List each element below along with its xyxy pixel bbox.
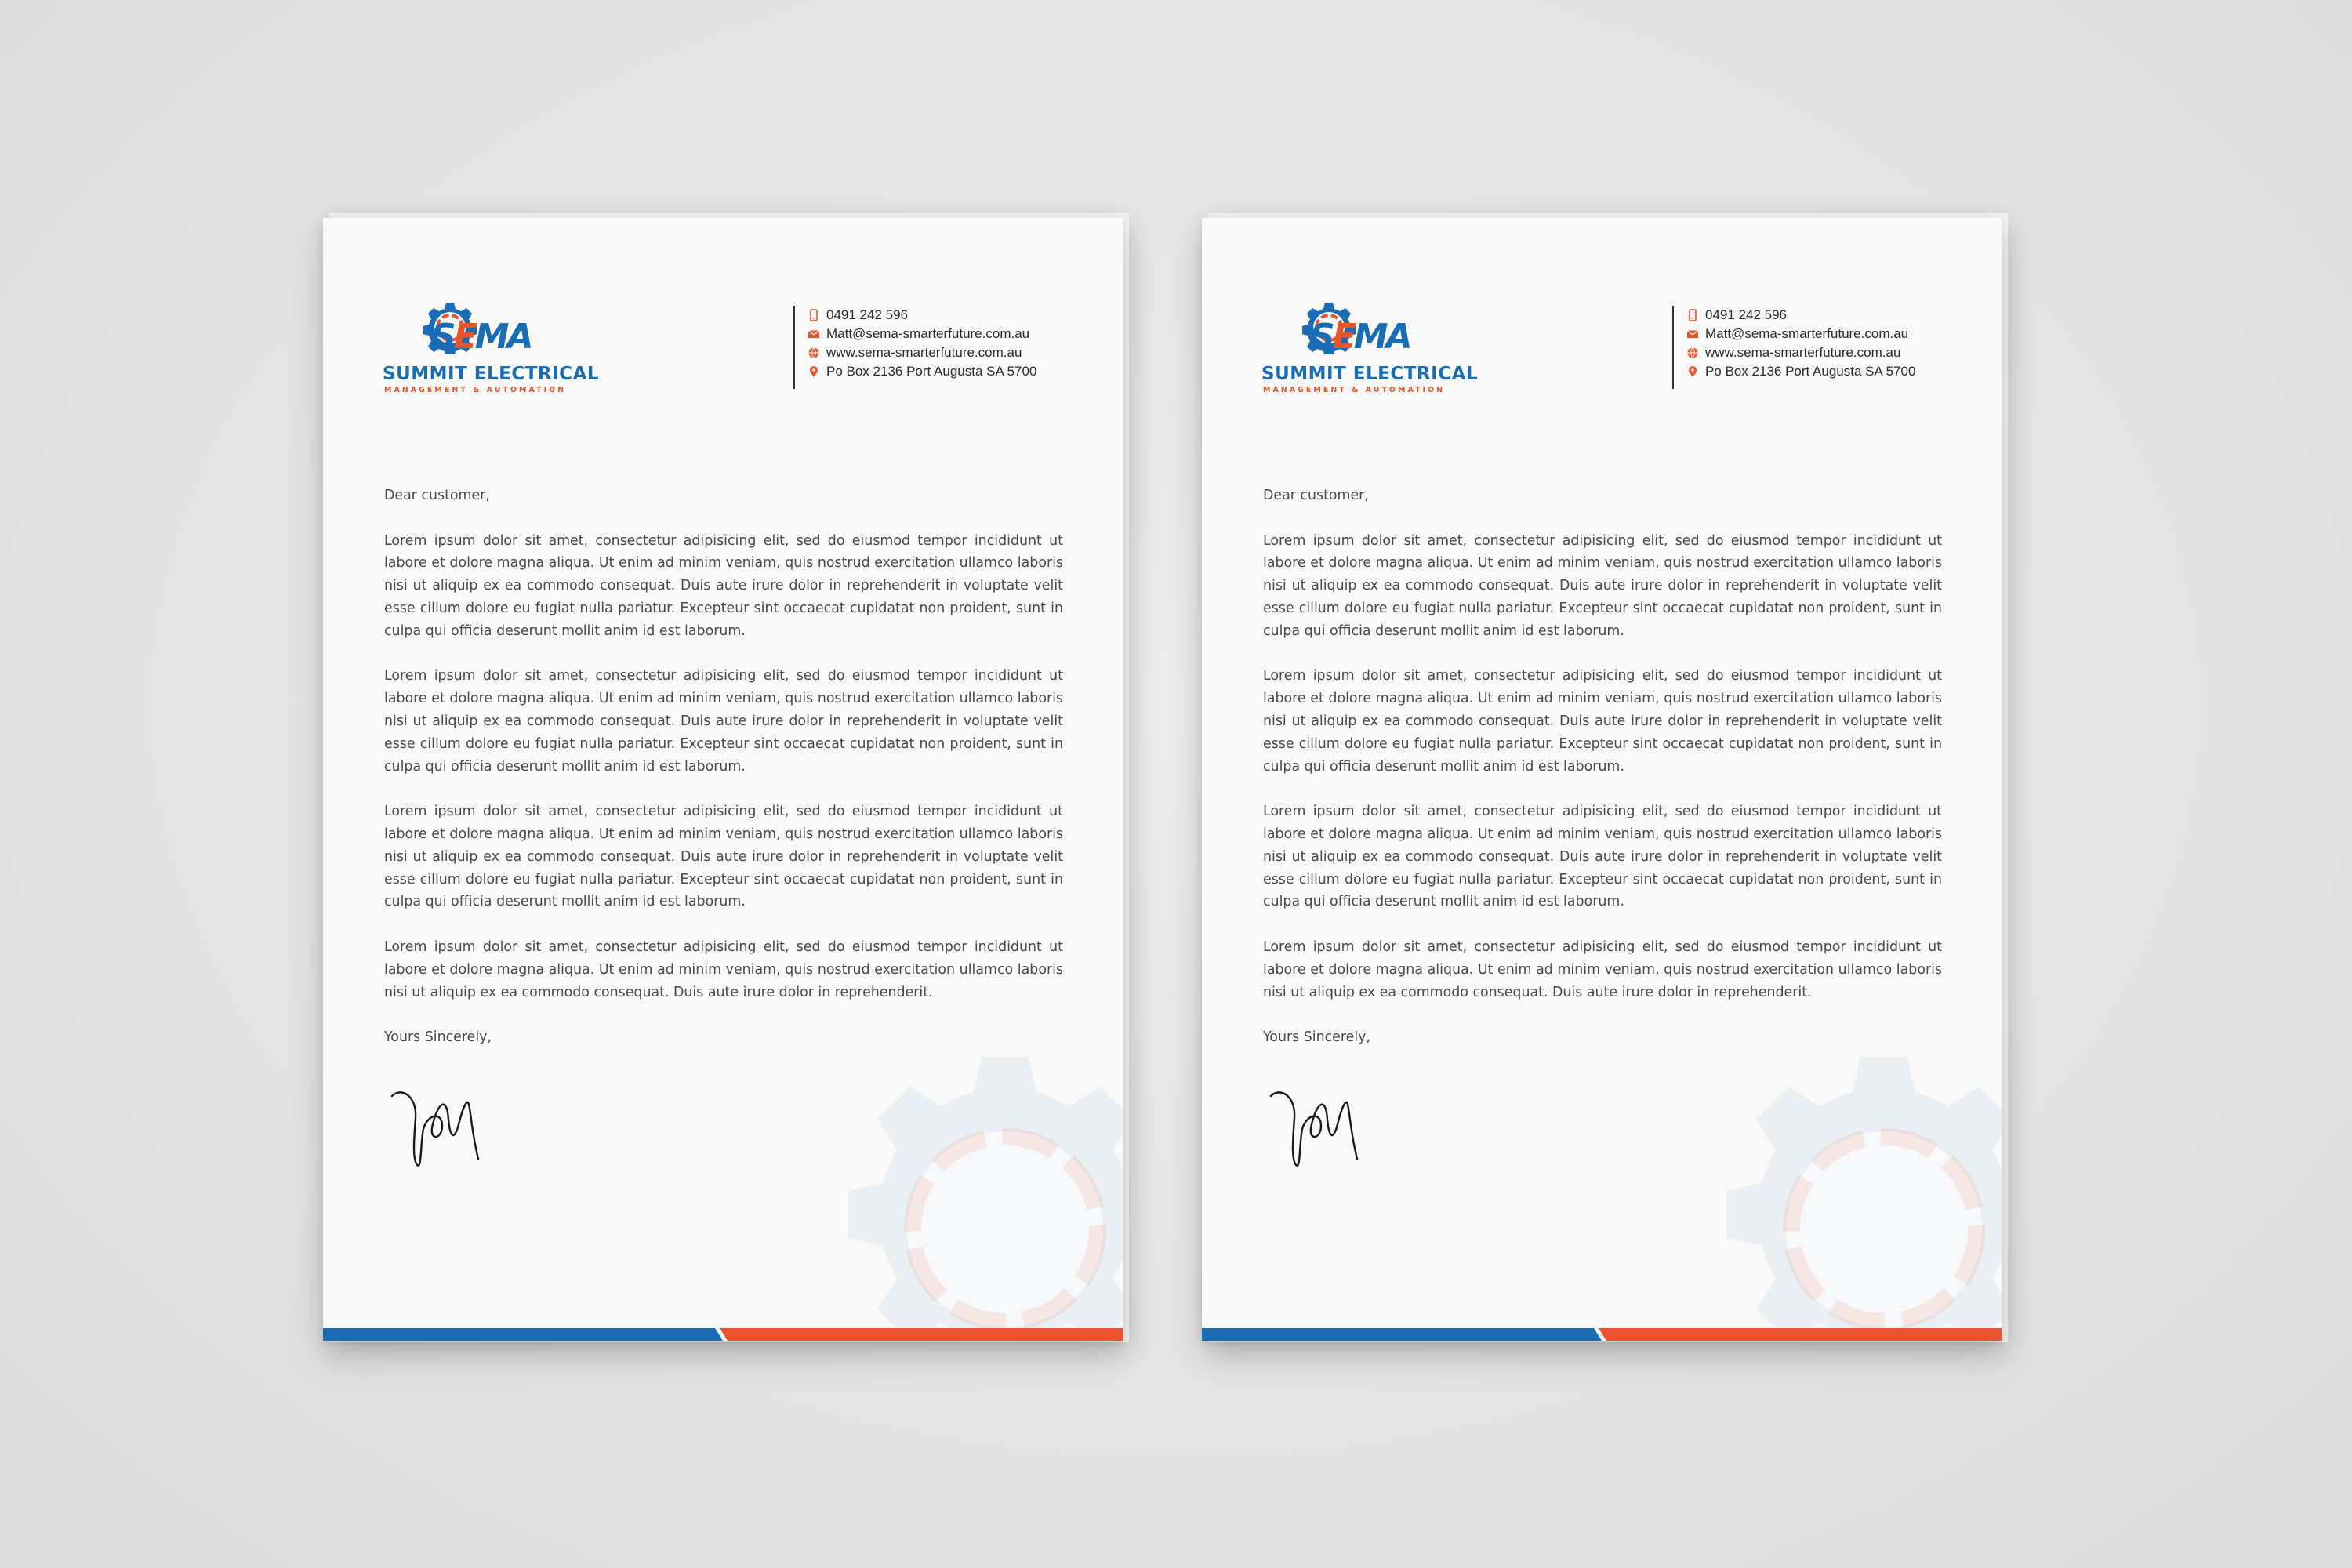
company-tagline: MANAGEMENT & AUTOMATION (384, 386, 567, 394)
location-pin-icon (1686, 365, 1699, 378)
gear-watermark-icon (1704, 1049, 2002, 1341)
phone-icon (808, 309, 820, 321)
email-icon (808, 328, 820, 340)
email-text: Matt@sema-smarterfuture.com.au (1705, 326, 1909, 341)
phone-text: 0491 242 596 (1705, 307, 1787, 322)
footer-color-bar (323, 1328, 1123, 1341)
phone-text: 0491 242 596 (826, 307, 908, 322)
address-text: Po Box 2136 Port Augusta SA 5700 (1705, 364, 1916, 379)
paragraph: Lorem ipsum dolor sit amet, consectetur adipisicing elit, sed do eiusmod tempor incididunt ut labore et dolore magna aliqua. Ut enim ad minim veniam, quis nostrud exercitation ullamco laboris nisi ut aliquip ex ea commodo consequat. Duis aute irure dolor in reprehenderit in voluptate velit esse cillum dolore eu fugiat nulla pariatur. Excepteur sint occaecat cupidatat non proident, sunt in culpa qui officia deserunt mollit anim id est laborum. (384, 668, 1063, 775)
contact-address (1686, 362, 1970, 381)
signature-image (1265, 1080, 1374, 1174)
logo-wordmark: SEMA (1310, 317, 1410, 357)
address-text: Po Box 2136 Port Augusta SA 5700 (826, 364, 1037, 379)
company-name: SUMMIT ELECTRICAL (1261, 364, 1479, 384)
salutation: Dear customer, (1263, 488, 1369, 503)
contact-website (1686, 343, 1970, 362)
company-name: SUMMIT ELECTRICAL (383, 364, 600, 384)
contact-phone (1686, 306, 1970, 325)
contact-website (808, 343, 1091, 362)
letterhead-sheet-right (1202, 218, 2002, 1341)
company-logo (1261, 301, 1479, 403)
company-tagline: MANAGEMENT & AUTOMATION (1263, 386, 1446, 394)
location-pin-icon (808, 365, 820, 378)
company-logo (383, 301, 600, 403)
closing: Yours Sincerely, (1263, 1029, 1370, 1046)
letterhead-sheet-left (323, 218, 1123, 1341)
footer-color-bar (1202, 1328, 2002, 1341)
email-text: Matt@sema-smarterfuture.com.au (826, 326, 1030, 341)
letter-body (1263, 485, 1942, 1072)
paragraph: Lorem ipsum dolor sit amet, consectetur adipisicing elit, sed do eiusmod tempor incididunt ut labore et dolore magna aliqua. Ut enim ad minim veniam, quis nostrud exercitation ullamco laboris nisi ut aliquip ex ea commodo consequat. Duis aute irure dolor in reprehenderit in voluptate velit esse cillum dolore eu fugiat nulla pariatur. Excepteur sint occaecat cupidatat non proident, sunt in culpa qui officia deserunt mollit anim id est laborum. (384, 804, 1063, 910)
contact-block (1672, 306, 1970, 389)
globe-icon (808, 347, 820, 359)
paragraph: Lorem ipsum dolor sit amet, consectetur adipisicing elit, sed do eiusmod tempor incididunt ut labore et dolore magna aliqua. Ut enim ad minim veniam, quis nostrud exercitation ullamco laboris nisi ut aliquip ex ea commodo consequat. Duis aute irure dolor in reprehenderit. (1263, 938, 1942, 1000)
website-text: www.sema-smarterfuture.com.au (826, 345, 1022, 360)
website-text: www.sema-smarterfuture.com.au (1705, 345, 1901, 360)
contact-block (793, 306, 1091, 389)
paragraph: Lorem ipsum dolor sit amet, consectetur adipisicing elit, sed do eiusmod tempor incididunt ut labore et dolore magna aliqua. Ut enim ad minim veniam, quis nostrud exercitation ullamco laboris nisi ut aliquip ex ea commodo consequat. Duis aute irure dolor in reprehenderit in voluptate velit esse cillum dolore eu fugiat nulla pariatur. Excepteur sint occaecat cupidatat non proident, sunt in culpa qui officia deserunt mollit anim id est laborum. (384, 532, 1063, 639)
contact-email (808, 325, 1091, 343)
globe-icon (1686, 347, 1699, 359)
paragraph: Lorem ipsum dolor sit amet, consectetur adipisicing elit, sed do eiusmod tempor incididunt ut labore et dolore magna aliqua. Ut enim ad minim veniam, quis nostrud exercitation ullamco laboris nisi ut aliquip ex ea commodo consequat. Duis aute irure dolor in reprehenderit. (384, 938, 1063, 1000)
paragraph: Lorem ipsum dolor sit amet, consectetur adipisicing elit, sed do eiusmod tempor incididunt ut labore et dolore magna aliqua. Ut enim ad minim veniam, quis nostrud exercitation ullamco laboris nisi ut aliquip ex ea commodo consequat. Duis aute irure dolor in reprehenderit in voluptate velit esse cillum dolore eu fugiat nulla pariatur. Excepteur sint occaecat cupidatat non proident, sunt in culpa qui officia deserunt mollit anim id est laborum. (1263, 532, 1942, 639)
closing: Yours Sincerely, (384, 1029, 492, 1046)
contact-address (808, 362, 1091, 381)
paragraph: Lorem ipsum dolor sit amet, consectetur adipisicing elit, sed do eiusmod tempor incididunt ut labore et dolore magna aliqua. Ut enim ad minim veniam, quis nostrud exercitation ullamco laboris nisi ut aliquip ex ea commodo consequat. Duis aute irure dolor in reprehenderit in voluptate velit esse cillum dolore eu fugiat nulla pariatur. Excepteur sint occaecat cupidatat non proident, sunt in culpa qui officia deserunt mollit anim id est laborum. (1263, 668, 1942, 775)
signature-image (386, 1080, 495, 1174)
gear-watermark-icon (825, 1049, 1123, 1341)
paragraph: Lorem ipsum dolor sit amet, consectetur adipisicing elit, sed do eiusmod tempor incididunt ut labore et dolore magna aliqua. Ut enim ad minim veniam, quis nostrud exercitation ullamco laboris nisi ut aliquip ex ea commodo consequat. Duis aute irure dolor in reprehenderit in voluptate velit esse cillum dolore eu fugiat nulla pariatur. Excepteur sint occaecat cupidatat non proident, sunt in culpa qui officia deserunt mollit anim id est laborum. (1263, 804, 1942, 910)
contact-phone (808, 306, 1091, 325)
phone-icon (1686, 309, 1699, 321)
letter-body (384, 485, 1063, 1072)
logo-wordmark: SEMA (431, 317, 532, 357)
email-icon (1686, 328, 1699, 340)
contact-email (1686, 325, 1970, 343)
salutation: Dear customer, (384, 488, 490, 503)
